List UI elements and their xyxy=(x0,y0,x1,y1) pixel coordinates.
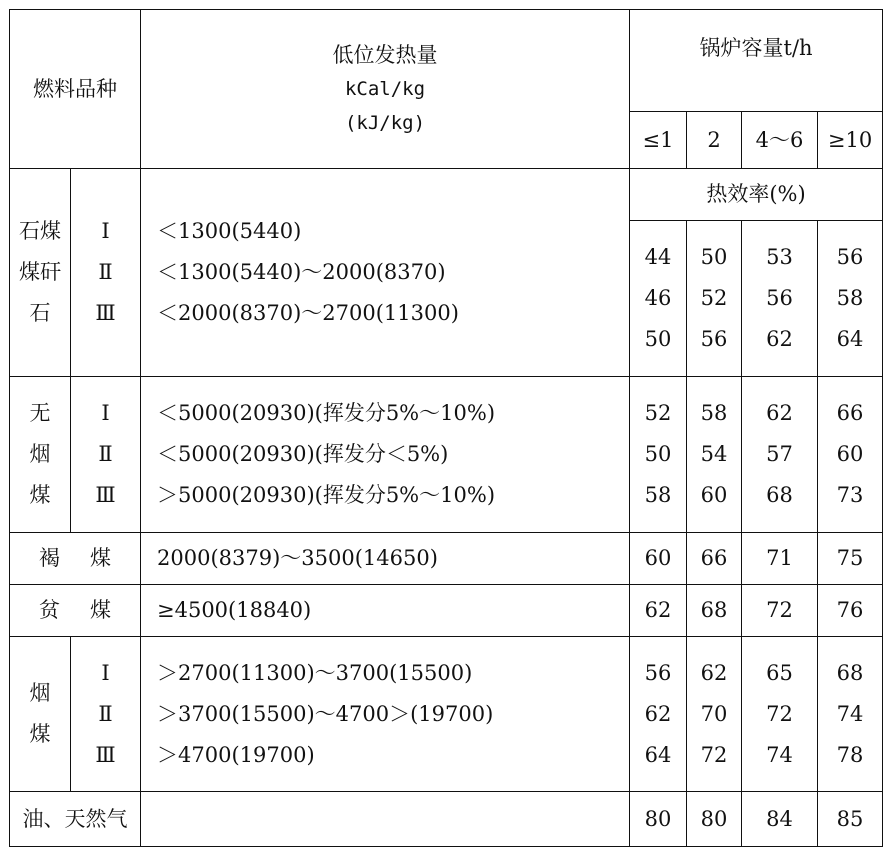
efficiency-value: 54 xyxy=(700,442,728,466)
grade-label: Ⅱ xyxy=(98,701,113,726)
calorific-value: ＜1300(5440)～2000(8370) xyxy=(157,260,446,284)
header-boiler-capacity: 锅炉容量t/h xyxy=(630,10,883,112)
fuel-lean-coal-char: 煤 xyxy=(90,598,111,622)
fuel-lignite-char: 煤 xyxy=(90,546,111,570)
efficiency-value: 52 xyxy=(644,401,672,425)
efficiency-value: 62 xyxy=(644,701,672,726)
grades-anthracite xyxy=(71,377,141,533)
header-thermal-efficiency: 热效率(%) xyxy=(630,169,883,221)
efficiency-value: 46 xyxy=(644,286,672,310)
calorific-oil-gas xyxy=(141,792,630,847)
efficiency-value: 74 xyxy=(836,701,864,726)
calorific-value: ＞3700(15500)～4700＞(19700) xyxy=(157,701,494,726)
efficiency-value: 72 xyxy=(766,701,793,726)
efficiency-value: 50 xyxy=(644,442,672,466)
calorific-value: ＜5000(20930)(挥发分5%～10%) xyxy=(157,401,496,425)
fuel-bituminous-line: 煤 xyxy=(29,722,51,746)
efficiency-value: 56 xyxy=(836,245,864,269)
efficiency-value: 58 xyxy=(700,401,728,425)
capacity-4-6: 4～6 xyxy=(742,112,818,169)
fuel-stone-coal xyxy=(10,169,71,377)
efficiency-value: 58 xyxy=(644,483,672,507)
grade-label: Ⅲ xyxy=(95,742,116,767)
calorific-value: ＞5000(20930)(挥发分5%～10%) xyxy=(157,483,496,507)
grade-label: Ⅰ xyxy=(101,219,110,243)
calorific-anthracite xyxy=(141,377,630,533)
efficiency-value: 62 xyxy=(700,660,728,685)
header-fuel-type: 燃料品种 xyxy=(10,10,141,169)
header-calorific-unit-kcal: kCal/kg xyxy=(344,78,426,100)
header-calorific-unit-kj: (kJ/kg) xyxy=(344,112,426,134)
grades-bituminous xyxy=(71,637,141,792)
capacity-le-1: ≤1 xyxy=(630,112,687,169)
capacity-ge-10: ≥10 xyxy=(818,112,883,169)
calorific-value: ＞2700(11300)～3700(15500) xyxy=(157,660,473,685)
calorific-bituminous xyxy=(141,637,630,792)
efficiency-value: 62 xyxy=(766,327,793,351)
eff-col-ge-10 xyxy=(818,637,883,792)
fuel-lean-coal-char: 贫 xyxy=(39,598,60,622)
eff-col-ge-10 xyxy=(818,221,883,377)
efficiency-value: 56 xyxy=(644,660,672,685)
efficiency-value: 68 xyxy=(836,660,864,685)
efficiency-value: 73 xyxy=(836,483,864,507)
grade-label: Ⅲ xyxy=(95,483,116,507)
fuel-lignite-char: 褐 xyxy=(39,546,60,570)
grade-label: Ⅰ xyxy=(101,401,110,425)
calorific-value: ＞4700(19700) xyxy=(157,742,315,767)
efficiency-value: 72 xyxy=(700,742,728,767)
calorific-value: ＜2000(8370)～2700(11300) xyxy=(157,301,459,325)
eff-col-2 xyxy=(687,221,742,377)
eff-col-4-6 xyxy=(742,377,818,533)
eff-col-le-1 xyxy=(630,377,687,533)
eff-col-le-1 xyxy=(630,221,687,377)
efficiency-value: 50 xyxy=(644,327,672,351)
efficiency-value: 60 xyxy=(700,483,728,507)
fuel-anthracite-line: 煤 xyxy=(29,483,51,507)
efficiency-value: 62 xyxy=(630,585,687,637)
eff-col-ge-10 xyxy=(818,377,883,533)
efficiency-value: 57 xyxy=(766,442,793,466)
capacity-2: 2 xyxy=(687,112,742,169)
efficiency-value: 70 xyxy=(700,701,728,726)
efficiency-value: 71 xyxy=(742,533,818,585)
fuel-stone-coal-line: 煤矸 xyxy=(19,260,61,284)
efficiency-value: 78 xyxy=(836,742,864,767)
calorific-value: ＜5000(20930)(挥发分＜5%) xyxy=(157,442,449,466)
efficiency-value: 64 xyxy=(836,327,864,351)
efficiency-value: 84 xyxy=(742,792,818,847)
efficiency-value: 60 xyxy=(836,442,864,466)
efficiency-value: 65 xyxy=(766,660,793,685)
efficiency-value: 74 xyxy=(766,742,793,767)
efficiency-value: 53 xyxy=(766,245,793,269)
fuel-anthracite-line: 无 xyxy=(29,401,51,425)
efficiency-value: 52 xyxy=(700,286,728,310)
efficiency-value: 50 xyxy=(700,245,728,269)
efficiency-value: 66 xyxy=(836,401,864,425)
boiler-efficiency-table xyxy=(9,9,883,847)
efficiency-value: 62 xyxy=(766,401,793,425)
grade-label: Ⅱ xyxy=(98,260,113,284)
efficiency-value: 80 xyxy=(630,792,687,847)
fuel-bituminous-line: 烟 xyxy=(29,681,51,705)
header-calorific-value xyxy=(141,10,630,169)
efficiency-value: 75 xyxy=(818,533,883,585)
fuel-lean-coal xyxy=(10,585,141,637)
grade-label: Ⅰ xyxy=(101,660,110,685)
fuel-stone-coal-line: 石煤 xyxy=(19,219,61,243)
eff-col-2 xyxy=(687,377,742,533)
efficiency-value: 60 xyxy=(630,533,687,585)
eff-col-le-1 xyxy=(630,637,687,792)
fuel-stone-coal-line: 石 xyxy=(29,301,51,325)
efficiency-value: 68 xyxy=(766,483,793,507)
calorific-lean-coal: ≥4500(18840) xyxy=(141,585,630,637)
efficiency-value: 58 xyxy=(836,286,864,310)
grades-stone-coal xyxy=(71,169,141,377)
efficiency-value: 56 xyxy=(700,327,728,351)
efficiency-value: 44 xyxy=(644,245,672,269)
fuel-lignite xyxy=(10,533,141,585)
calorific-lignite: 2000(8379)～3500(14650) xyxy=(141,533,630,585)
efficiency-value: 68 xyxy=(687,585,742,637)
calorific-stone-coal xyxy=(141,169,630,377)
eff-col-4-6 xyxy=(742,637,818,792)
grade-label: Ⅱ xyxy=(98,442,113,466)
efficiency-value: 72 xyxy=(742,585,818,637)
fuel-oil-gas: 油、天然气 xyxy=(10,792,141,847)
efficiency-value: 80 xyxy=(687,792,742,847)
header-calorific-title: 低位发热量 xyxy=(332,43,438,67)
fuel-anthracite-line: 烟 xyxy=(29,442,51,466)
efficiency-value: 56 xyxy=(766,286,793,310)
efficiency-value: 66 xyxy=(687,533,742,585)
efficiency-value: 85 xyxy=(818,792,883,847)
calorific-value: ＜1300(5440) xyxy=(157,219,302,243)
efficiency-value: 76 xyxy=(818,585,883,637)
efficiency-value: 64 xyxy=(644,742,672,767)
eff-col-2 xyxy=(687,637,742,792)
eff-col-4-6 xyxy=(742,221,818,377)
grade-label: Ⅲ xyxy=(95,301,116,325)
fuel-bituminous xyxy=(10,637,71,792)
fuel-anthracite xyxy=(10,377,71,533)
